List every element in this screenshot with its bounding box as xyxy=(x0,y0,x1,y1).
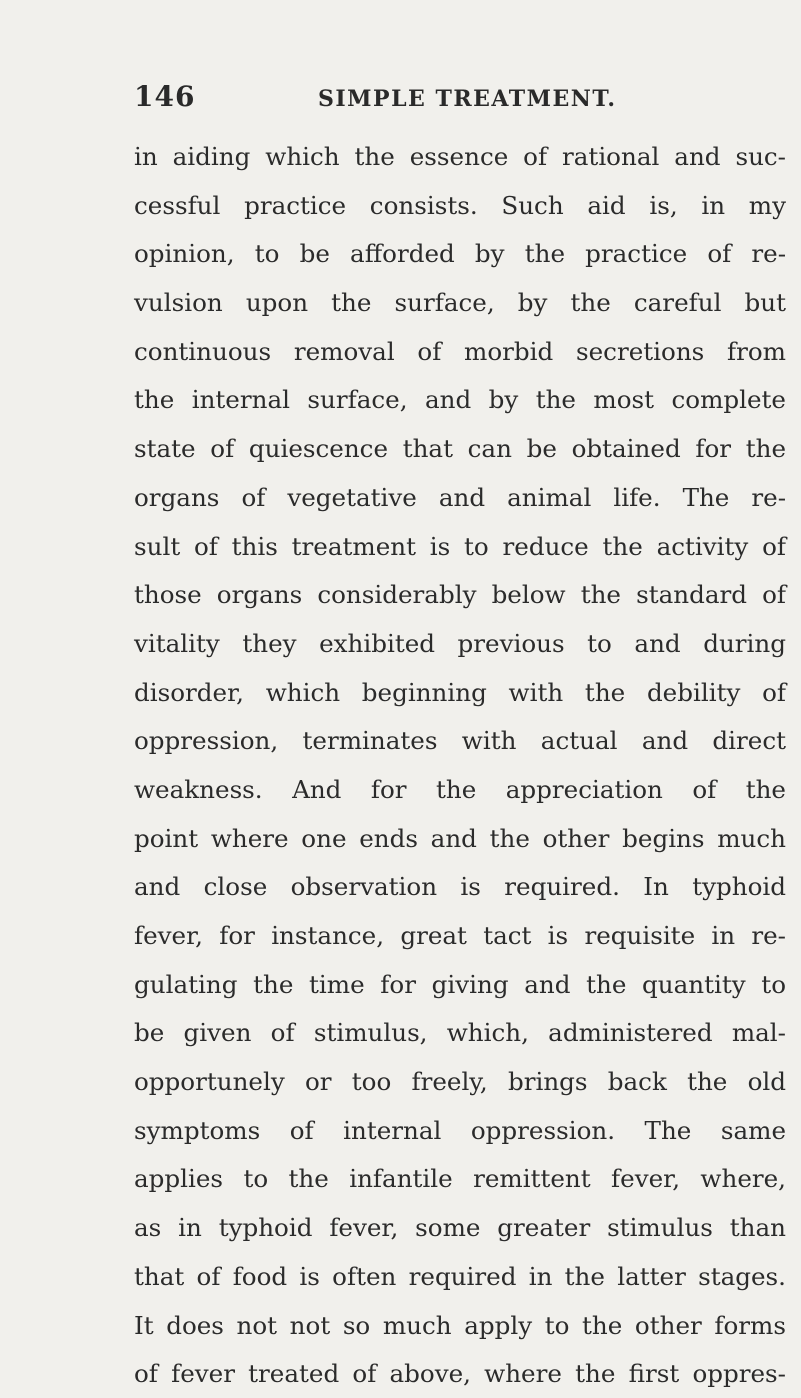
text-line: opportunely or too freely, brings back the old xyxy=(134,1067,786,1097)
text-line: point where one ends and the other begins much xyxy=(134,823,786,853)
text-line: cessful practice consists. Such aid is, in my xyxy=(134,190,786,220)
text-line: of fever treated of above, where the first oppres- xyxy=(134,1359,786,1389)
text-line: It does not not so much apply to the other forms xyxy=(134,1310,786,1340)
text-line: applies to the infantile remittent fever, where, xyxy=(134,1164,786,1194)
text-line: disorder, which beginning with the debility of xyxy=(134,677,786,707)
body-text xyxy=(134,133,786,1398)
text-line: sult of this treatment is to reduce the activity of xyxy=(134,531,786,561)
text-line: the internal surface, and by the most complete xyxy=(134,385,786,415)
page-number: 146 xyxy=(134,80,196,113)
text-line: vulsion upon the surface, by the careful but xyxy=(134,288,786,318)
text-line: symptoms of internal oppression. The same xyxy=(134,1115,786,1145)
text-line: organs of vegetative and animal life. The re- xyxy=(134,482,786,512)
text-line: state of quiescence that can be obtained for the xyxy=(134,434,786,464)
running-head: SIMPLE TREATMENT. xyxy=(318,86,617,112)
text-line: and close observation is required. In typhoid xyxy=(134,872,786,902)
text-line: fever, for instance, great tact is requisite in re- xyxy=(134,921,786,950)
text-line: gulating the time for giving and the quantity to xyxy=(134,969,786,999)
text-line: in aiding which the essence of rational and suc- xyxy=(134,142,786,171)
text-line: weakness. And for the appreciation of the xyxy=(134,774,786,804)
text-line: opinion, to be afforded by the practice of re- xyxy=(134,239,786,269)
text-line: oppression, terminates with actual and direct xyxy=(134,726,786,756)
text-line: those organs considerably below the standard of xyxy=(134,580,786,610)
text-line: vitality they exhibited previous to and during xyxy=(134,628,786,658)
page-header xyxy=(134,80,784,120)
text-line: that of food is often required in the latter stages. xyxy=(134,1261,786,1291)
text-line: continuous removal of morbid secretions from xyxy=(134,336,786,366)
text-line: as in typhoid fever, some greater stimulus than xyxy=(134,1213,786,1243)
text-line: be given of stimulus, which, administered mal- xyxy=(134,1018,786,1048)
